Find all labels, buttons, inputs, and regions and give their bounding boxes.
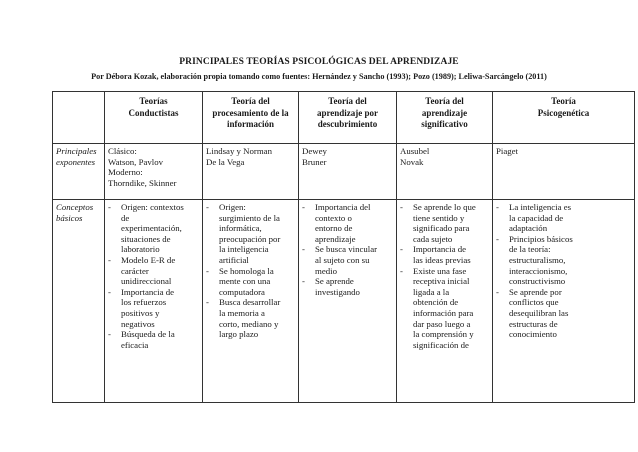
cell-text: artificial: [219, 254, 249, 265]
cell-text: ligada a la: [413, 286, 450, 297]
cell-text: obtención de: [413, 297, 459, 308]
table-cell: [397, 144, 493, 200]
header-cell: [53, 92, 105, 144]
dash-bullet: -: [108, 202, 111, 212]
list-item: [496, 202, 632, 234]
list-item: [400, 244, 490, 265]
list-item: [302, 276, 394, 297]
cell-text: Origen: contextos: [121, 202, 184, 212]
cell-text: de la teoría:: [509, 244, 551, 255]
dash-bullet: -: [206, 297, 209, 308]
cell-text: conflictos que: [509, 297, 559, 308]
cell-text: de: [121, 212, 130, 223]
cell-text: La inteligencia es: [509, 202, 572, 212]
table-row-conceptos: [53, 200, 635, 403]
bullet-list: [496, 202, 632, 340]
cell-text: la inteligencia: [219, 244, 269, 255]
cell-text: Se homologa la: [219, 265, 274, 276]
dash-bullet: -: [496, 202, 499, 212]
cell-text: positivos y: [121, 307, 160, 318]
cell-text: medio: [315, 265, 337, 276]
table-cell: [105, 200, 203, 403]
table-cell: [299, 200, 397, 403]
cell-text: receptiva inicial: [413, 276, 470, 287]
cell-text: estructuralismo,: [509, 254, 566, 265]
table-cell: [203, 144, 299, 200]
cell-text: mente con una: [219, 276, 271, 287]
dash-bullet: -: [206, 202, 209, 212]
cell-text: computadora: [219, 286, 265, 297]
table-row-principales: [53, 144, 635, 200]
cell-text: significado para: [413, 223, 470, 234]
cell-text: información para: [413, 307, 474, 318]
list-item: [108, 287, 200, 329]
list-item: [496, 234, 632, 287]
cell-text: Psicogenética: [537, 107, 590, 118]
cell-text: Modelo E-R de: [121, 254, 176, 265]
cell-text: contexto o: [315, 212, 352, 223]
list-item: [108, 329, 200, 350]
cell-text: significativo: [421, 119, 468, 129]
cell-text: experimentación,: [121, 223, 182, 234]
header-cell: [203, 92, 299, 144]
cell-text: las ideas previas: [413, 254, 471, 265]
cell-text: Ausubel: [400, 146, 430, 156]
cell-text: Se aprende: [315, 276, 354, 287]
cell-text: desequilibran las: [509, 307, 569, 318]
list-item: [108, 255, 200, 287]
cell-text: constructivismo: [509, 276, 566, 287]
bullet-list: [400, 202, 490, 350]
cell-text: tiene sentido y: [413, 212, 465, 223]
list-item: [400, 202, 490, 244]
cell-text: Conductistas: [128, 107, 179, 118]
list-item: [206, 297, 296, 339]
dash-bullet: -: [496, 233, 499, 244]
cell-text: la comprensión y: [413, 329, 474, 340]
dash-bullet: -: [400, 265, 403, 276]
cell-text: informática,: [219, 223, 262, 234]
cell-text: carácter: [121, 265, 149, 276]
cell-text: los refuerzos: [121, 297, 167, 308]
cell-text: Importancia de: [121, 286, 175, 297]
header-cell: [397, 92, 493, 144]
cell-text: Se busca vincular: [315, 244, 378, 255]
dash-bullet: -: [496, 286, 499, 297]
cell-text: Watson, Pavlov: [108, 156, 164, 167]
dash-bullet: -: [302, 244, 305, 255]
cell-text: Principios básicos: [509, 233, 573, 244]
row-label: [53, 200, 105, 403]
cell-text: Se aprende por: [509, 286, 562, 297]
table-cell: [105, 144, 203, 200]
cell-text: cada sujeto: [413, 233, 453, 244]
cell-text: De la Vega: [206, 156, 245, 167]
cell-text: significación de: [413, 339, 469, 350]
cell-text: entorno de: [315, 223, 353, 234]
cell-text: Teoría del: [231, 96, 270, 106]
bullet-list: [206, 202, 296, 340]
cell-text: Principales: [56, 146, 97, 156]
table-cell: [493, 144, 635, 200]
cell-text: Se aprende lo que: [413, 202, 476, 212]
cell-text: interaccionismo,: [509, 265, 568, 276]
dash-bullet: -: [400, 244, 403, 255]
cell-text: aprendizaje: [315, 233, 356, 244]
cell-text: Búsqueda de la: [121, 329, 175, 340]
row-label: [53, 144, 105, 200]
header-cell: [299, 92, 397, 144]
cell-text: Origen:: [219, 202, 246, 212]
cell-text: descubrimiento: [317, 119, 378, 129]
cell-text: Teoría del: [425, 96, 464, 106]
cell-text: negativos: [121, 318, 155, 329]
dash-bullet: -: [302, 276, 305, 287]
list-item: [400, 266, 490, 351]
cell-text: aprendizaje: [421, 107, 468, 118]
document-subtitle: Por Débora Kozak, elaboración propia tomando como fuentes: Hernández y Sancho (1993); Pozo (1989); Leliwa-Sarcángelo (2011): [91, 72, 547, 81]
bullet-list: [302, 202, 394, 297]
cell-text: Piaget: [496, 146, 518, 156]
cell-text: conocimiento: [509, 329, 557, 340]
dash-bullet: -: [108, 254, 111, 265]
cell-text: Thorndike, Skinner: [108, 177, 177, 188]
cell-text: situaciones de: [121, 233, 171, 244]
cell-text: adaptación: [509, 223, 548, 234]
list-item: [108, 202, 200, 255]
cell-text: Importancia de: [413, 244, 467, 255]
cell-text: Conceptos: [56, 202, 94, 212]
list-item: [206, 266, 296, 298]
dash-bullet: -: [108, 329, 111, 340]
cell-text: eficacia: [121, 339, 149, 350]
cell-text: Teoría: [551, 96, 576, 106]
cell-text: aprendizaje por: [316, 107, 379, 118]
cell-text: Existe una fase: [413, 265, 467, 276]
cell-text: dar paso luego a: [413, 318, 471, 329]
cell-text: Busca desarrollar: [219, 297, 281, 308]
list-item: [302, 244, 394, 276]
dash-bullet: -: [302, 202, 305, 212]
cell-text: Teorías: [139, 96, 168, 106]
cell-text: procesamiento de la: [212, 107, 289, 118]
cell-text: Dewey: [302, 146, 327, 156]
cell-text: Clásico:: [108, 146, 137, 156]
bullet-list: [108, 202, 200, 350]
table-header-row: [53, 92, 635, 144]
cell-text: estructuras de: [509, 318, 558, 329]
cell-text: la memoria a: [219, 307, 265, 318]
document-title: PRINCIPALES TEORÍAS PSICOLÓGICAS DEL APRENDIZAJE: [179, 57, 459, 67]
dash-bullet: -: [108, 286, 111, 297]
dash-bullet: -: [206, 265, 209, 276]
list-item: [206, 202, 296, 266]
cell-text: Novak: [400, 156, 424, 167]
table-cell: [203, 200, 299, 403]
cell-text: surgimiento de la: [219, 212, 280, 223]
cell-text: Moderno:: [108, 167, 143, 178]
cell-text: la capacidad de: [509, 212, 564, 223]
cell-text: largo plazo: [219, 329, 259, 340]
cell-text: Bruner: [302, 156, 327, 167]
table-cell: [493, 200, 635, 403]
cell-text: investigando: [315, 286, 360, 297]
cell-text: exponentes: [56, 156, 96, 167]
theories-table: [52, 91, 635, 403]
header-cell: [105, 92, 203, 144]
cell-text: corto, mediano y: [219, 318, 279, 329]
cell-text: Importancia del: [315, 202, 371, 212]
cell-text: Teoría del: [328, 96, 367, 106]
cell-text: al sujeto con su: [315, 254, 370, 265]
list-item: [302, 202, 394, 244]
cell-text: Lindsay y Norman: [206, 146, 272, 156]
cell-text: unidireccional: [121, 276, 172, 287]
cell-text: información: [227, 119, 274, 129]
table-cell: [299, 144, 397, 200]
cell-text: básicos: [56, 212, 83, 223]
header-cell: [493, 92, 635, 144]
cell-text: laboratorio: [121, 244, 160, 255]
table-cell: [397, 200, 493, 403]
list-item: [496, 287, 632, 340]
dash-bullet: -: [400, 202, 403, 212]
cell-text: preocupación por: [219, 233, 281, 244]
